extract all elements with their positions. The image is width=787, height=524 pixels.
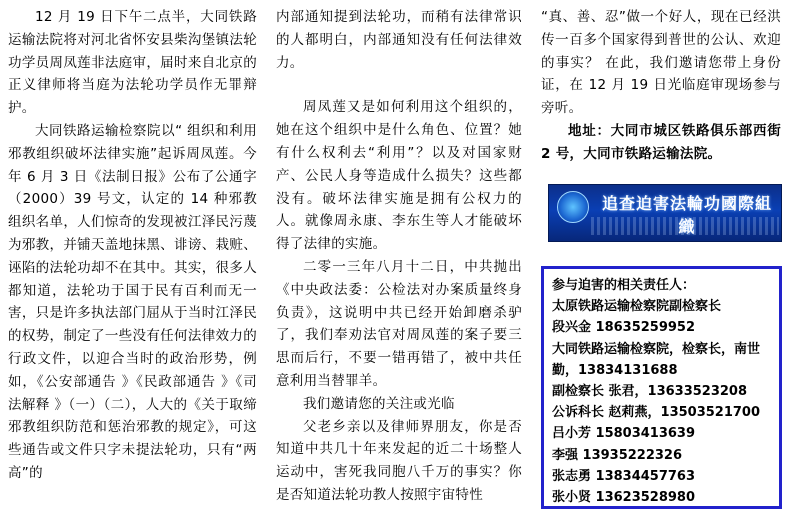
invitation-heading: 我们邀请您的关注或光临 (303, 395, 455, 412)
box-line: 大同铁路运输检察院，检察长，南世勤，13834131688 (552, 341, 761, 378)
responsible-persons-box (541, 266, 782, 509)
banner-subtext-decoration (591, 217, 779, 235)
box-line: 段兴金 18635259952 (552, 320, 696, 336)
box-heading: 参与迫害的相关责任人： (552, 278, 696, 293)
box-line: 太原铁路运输检察院副检察长 (552, 299, 722, 315)
article-column-2 (276, 6, 522, 507)
paragraph: 周凤莲又是如何利用这个组织的，她在这个组织中是什么角色、位置？她有什么权利去“利用”？以及对国家财产、公民人身等造成什么损失？这些都没有。破坏法律实施是拥有公权力的人。就像周永康、李东生等人才能破坏得了法律的实施。 (276, 99, 522, 253)
box-line: 张小贤 13623528980 (552, 490, 696, 506)
wofo-emblem-icon (557, 191, 589, 223)
organization-banner (548, 184, 782, 242)
paragraph: 父老乡亲以及律师界朋友，你是否知道中共几十年来发起的近二十场整人运动中，害死我同胞八千万的事实？你是否知道法轮功教人按照宇宙特性 (276, 418, 522, 503)
paragraph: “真、善、忍”做一个好人，现在已经洪传一百多个国家得到普世的公认、欢迎的事实？ 在此，我们邀请您带上身份证，在 12 月 19 日光临庭审现场参与旁听。 (541, 9, 781, 117)
article-column-3 (541, 6, 781, 166)
box-line: 公诉科长 赵莉燕，13503521700 (552, 405, 761, 421)
banner-title: 追查迫害法輪功國際組織 (601, 194, 772, 236)
paragraph: 内部通知提到法轮功，而稍有法律常识的人都明白，内部通知没有任何法律效力。 (276, 9, 522, 71)
paragraph: 大同铁路运输检察院以“ 组织和利用邪教组织破坏法律实施”起诉周凤莲。今年 6 月 3 日《法制日报》公布了公通字（2000）39 号文，认定的 14 种邪教组织名单，人们惊奇的发现被江泽民污蔑为邪教，并铺天盖地抹黑、诽谤、栽赃、诬陷的法轮功却不在其中。其实，很多人都知道，法轮功于国于民有百利而无一害，只是许多执法部门屈从于当时江泽民的权势，制定了一些没有任何法律效力的行政文件，以迎合当时的政治形势，例如，《公安部通告 》《民政部通告 》《司法解释 》（一）（二），人大的《关于取缔邪教组织防范和惩治邪教的规定》，可这些通告或文件只字未提法轮功，只有“两高”的 (8, 122, 257, 481)
article-column-1 (8, 6, 257, 485)
address-text: 地址：大同市城区铁路俱乐部西街 2 号，大同市铁路运输法院。 (541, 122, 781, 162)
box-line: 张志勇 13834457763 (552, 468, 696, 484)
paragraph: 12 月 19 日下午二点半，大同铁路运输法院将对河北省怀安县柴沟堡镇法轮功学员周凤莲非法庭审，届时来自北京的正义律师将当庭为法轮功学员作无罪辩护。 (8, 9, 257, 117)
paragraph: 二零一三年八月十二日，中共抛出《中央政法委：公检法对办案质量终身负责》，这说明中共已经开始卸磨杀驴了，我们奉劝法官对周凤莲的案子要三思而后行，不要一错再错了，被中共任意利用当替罪羊。 (276, 258, 522, 389)
box-line: 副检察长 张君，13633523208 (552, 384, 748, 400)
box-line: 吕小芳 15803413639 (552, 426, 696, 442)
box-line: 李强 13935222326 (552, 447, 683, 463)
